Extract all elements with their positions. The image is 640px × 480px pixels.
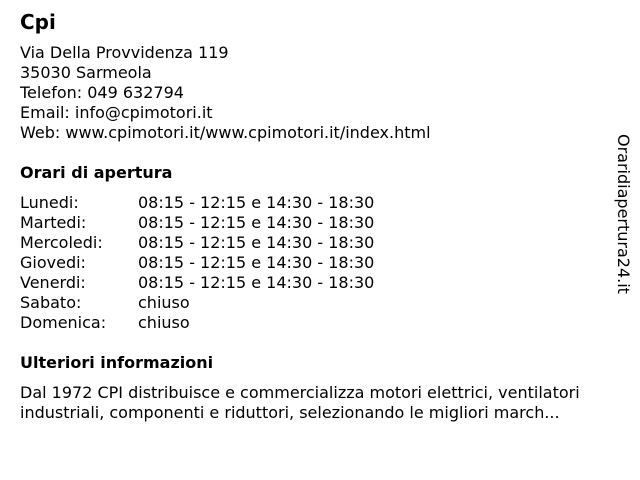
time-value: 08:15 - 12:15 e 14:30 - 18:30 — [138, 213, 375, 232]
day-label: Lunedi: — [20, 193, 79, 212]
time-value: 08:15 - 12:15 e 14:30 - 18:30 — [138, 273, 375, 292]
time-value: chiuso — [138, 293, 190, 312]
day-label: Mercoledi: — [20, 233, 103, 252]
day-label: Venerdi: — [20, 273, 86, 292]
day-label: Sabato: — [20, 293, 82, 312]
day-label: Martedi: — [20, 213, 87, 232]
business-description: Dal 1972 CPI distribuisce e commercializza motori elettrici, ventilatori industriali, componenti e riduttori, selezionando le migliori march... — [20, 383, 580, 422]
email-line: Email: info@cpimotori.it — [20, 103, 213, 122]
postal-city: 35030 Sarmeola — [20, 63, 152, 82]
address-block — [20, 43, 431, 143]
street-address: Via Della Provvidenza 119 — [20, 43, 229, 62]
opening-hours-heading: Orari di apertura — [20, 163, 173, 182]
time-value: chiuso — [138, 313, 190, 332]
time-value: 08:15 - 12:15 e 14:30 - 18:30 — [138, 193, 375, 212]
site-watermark — [612, 134, 634, 310]
time-value: 08:15 - 12:15 e 14:30 - 18:30 — [138, 253, 375, 272]
day-label: Giovedi: — [20, 253, 86, 272]
business-name: Cpi — [20, 10, 56, 34]
time-value: 08:15 - 12:15 e 14:30 - 18:30 — [138, 233, 375, 252]
phone-line: Telefon: 049 632794 — [20, 83, 184, 102]
website-line: Web: www.cpimotori.it/www.cpimotori.it/index.html — [20, 123, 431, 142]
additional-info-heading: Ulteriori informazioni — [20, 353, 214, 372]
day-label: Domenica: — [20, 313, 107, 332]
site-watermark-label: Oraridiapertura24.it — [614, 134, 633, 294]
